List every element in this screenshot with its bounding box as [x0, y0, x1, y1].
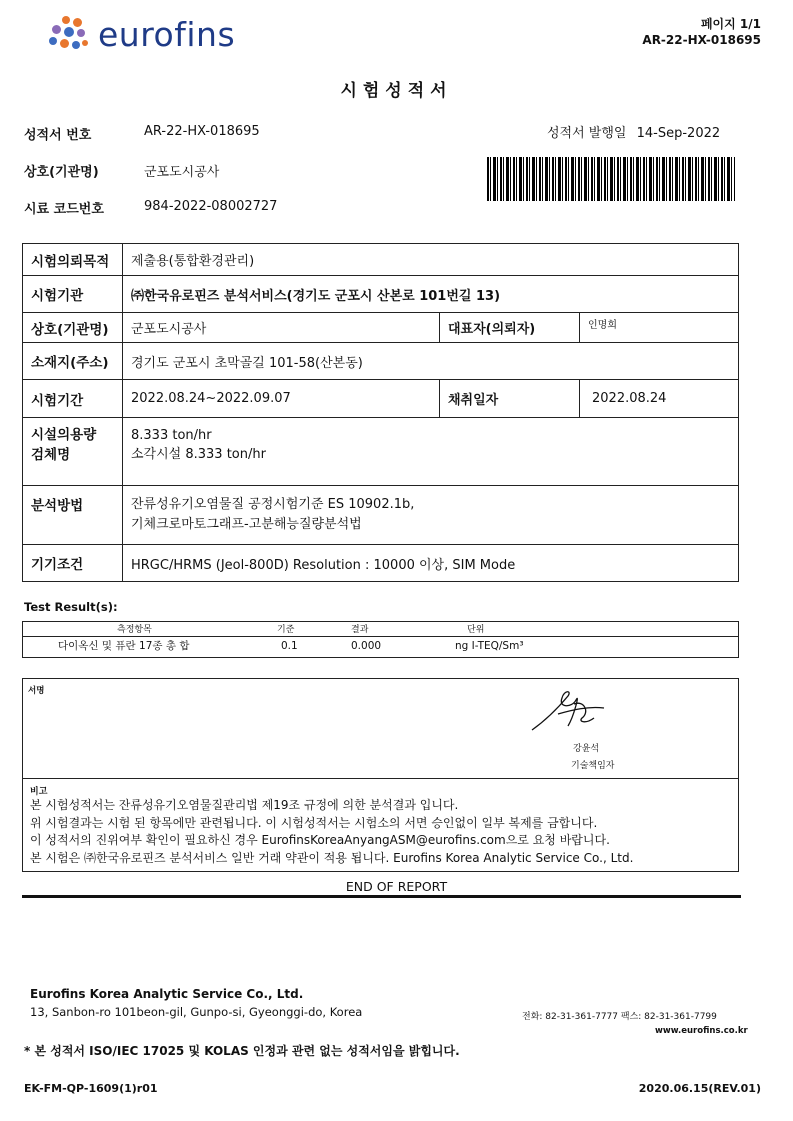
company-row-value: 군포도시공사: [123, 313, 440, 343]
sampling-value: 2022.08.24: [580, 380, 739, 418]
instrument-label: 기기조건: [23, 545, 123, 582]
logo-dots-icon: [48, 14, 90, 54]
note-line: 이 성적서의 진위여부 확인이 필요하신 경우 EurofinsKoreaAnyangASM@eurofins.com으로 요청 바랍니다.: [30, 833, 610, 847]
report-no-label: 성적서 번호: [24, 128, 92, 143]
info-table: [22, 243, 739, 582]
capacity-value: 8.333 ton/hr: [123, 418, 739, 443]
result-standard: 0.1: [281, 639, 298, 652]
footer-web: www.eurofins.co.kr: [655, 1026, 748, 1036]
issue-date-row: [547, 122, 720, 141]
page-title: 시험성적서: [340, 81, 453, 101]
agency-value: ㈜한국유로핀즈 분석서비스(경기도 군포시 산본로 101번길 13): [123, 276, 739, 313]
period-label: 시험기간: [23, 380, 123, 418]
footer-address: 13, Sanbon-ro 101beon-gil, Gunpo-si, Gyeonggi-do, Korea: [30, 1005, 363, 1019]
notes-label: 비고: [30, 787, 48, 797]
col-standard: 기준: [277, 621, 351, 636]
signer-title: 기술책임자: [571, 761, 615, 771]
company-row-label: 상호(기관명): [23, 313, 123, 343]
note-line: 본 시험은 ㈜한국유로핀즈 분석서비스 일반 거래 약관이 적용 됩니다. Eurofins Korea Analytic Service Co., Ltd.: [30, 850, 634, 865]
result-unit: ng I-TEQ/Sm³: [455, 639, 524, 652]
specimen-label: 검체명: [23, 443, 123, 486]
company-label: 상호(기관명): [24, 165, 99, 180]
note-line: 위 시험결과는 시험 된 항목에만 관련됩니다. 이 시험성적서는 시험소의 서면 승인없이 일부 복제를 금합니다.: [30, 815, 598, 830]
signature-label: 서명: [28, 686, 45, 696]
handwritten-signature: [528, 686, 608, 736]
sampling-label: 채취일자: [440, 380, 580, 418]
result-item: 다이옥신 및 퓨란 17종 총 합: [58, 640, 190, 653]
page-info: [642, 16, 761, 48]
sample-code-value: 984-2022-08002727: [144, 199, 278, 214]
agency-label: 시험기관: [23, 276, 123, 313]
method-line-2: 기체크로마토그래프-고분해능질량분석법: [131, 517, 362, 532]
period-value: 2022.08.24~2022.09.07: [123, 380, 440, 418]
footer-contact: 전화: 82-31-361-7777 팩스: 82-31-361-7799: [522, 1012, 717, 1022]
notes-text: [30, 797, 633, 867]
report-no-value: AR-22-HX-018695: [144, 124, 260, 139]
sample-code-label: 시료 코드번호: [24, 202, 104, 217]
note-line: 본 시험성적서는 잔류성유기오염물질관리법 제19조 규정에 의한 분석결과 입니다.: [30, 798, 459, 812]
rep-label: 대표자(의뢰자): [440, 313, 580, 343]
results-label: Test Result(s):: [24, 600, 118, 614]
form-code: EK-FM-QP-1609(1)r01: [24, 1082, 158, 1095]
purpose-label: 시험의뢰목적: [23, 244, 123, 276]
instrument-value: HRGC/HRMS (Jeol-800D) Resolution : 10000 이상, SIM Mode: [123, 545, 739, 582]
footer-company: Eurofins Korea Analytic Service Co., Ltd.: [30, 987, 304, 1001]
company-value: 군포도시공사: [144, 165, 220, 180]
col-unit: 단위: [455, 621, 739, 636]
col-item: 측정항목: [22, 621, 277, 636]
end-of-report: END OF REPORT: [345, 879, 448, 894]
page-number: 페이지 1/1: [700, 17, 761, 31]
purpose-value: 제출용(통합환경관리): [123, 244, 739, 276]
address-value: 경기도 군포시 초막골길 101-58(산본동): [123, 343, 739, 380]
results-table: [22, 621, 739, 655]
method-label: 분석방법: [23, 486, 123, 545]
divider: [22, 778, 739, 779]
eurofins-logo: [48, 14, 235, 54]
issue-date-value: 14-Sep-2022: [636, 126, 721, 141]
divider: [22, 895, 741, 898]
header-report-id: AR-22-HX-018695: [642, 33, 761, 47]
rep-value: 인명희: [580, 313, 739, 343]
address-label: 소재지(주소): [23, 343, 123, 380]
table-row: [22, 636, 739, 655]
issue-date-label: 성적서 발행일: [547, 126, 627, 141]
footer-disclaimer: * 본 성적서 ISO/IEC 17025 및 KOLAS 인정과 관련 없는 성적서임을 밝힙니다.: [24, 1044, 460, 1058]
barcode-image: [487, 157, 735, 201]
signer-name: 강윤석: [573, 744, 600, 754]
revision: 2020.06.15(REV.01): [638, 1082, 761, 1095]
method-line-1: 잔류성유기오염물질 공정시험기준 ES 10902.1b,: [131, 497, 415, 512]
col-result: 결과: [351, 621, 455, 636]
result-value: 0.000: [351, 639, 382, 652]
method-value: [123, 486, 739, 545]
specimen-value: 소각시설 8.333 ton/hr: [123, 443, 739, 486]
logo-text: eurofins: [98, 14, 236, 54]
capacity-label: 시설의용량: [23, 418, 123, 443]
